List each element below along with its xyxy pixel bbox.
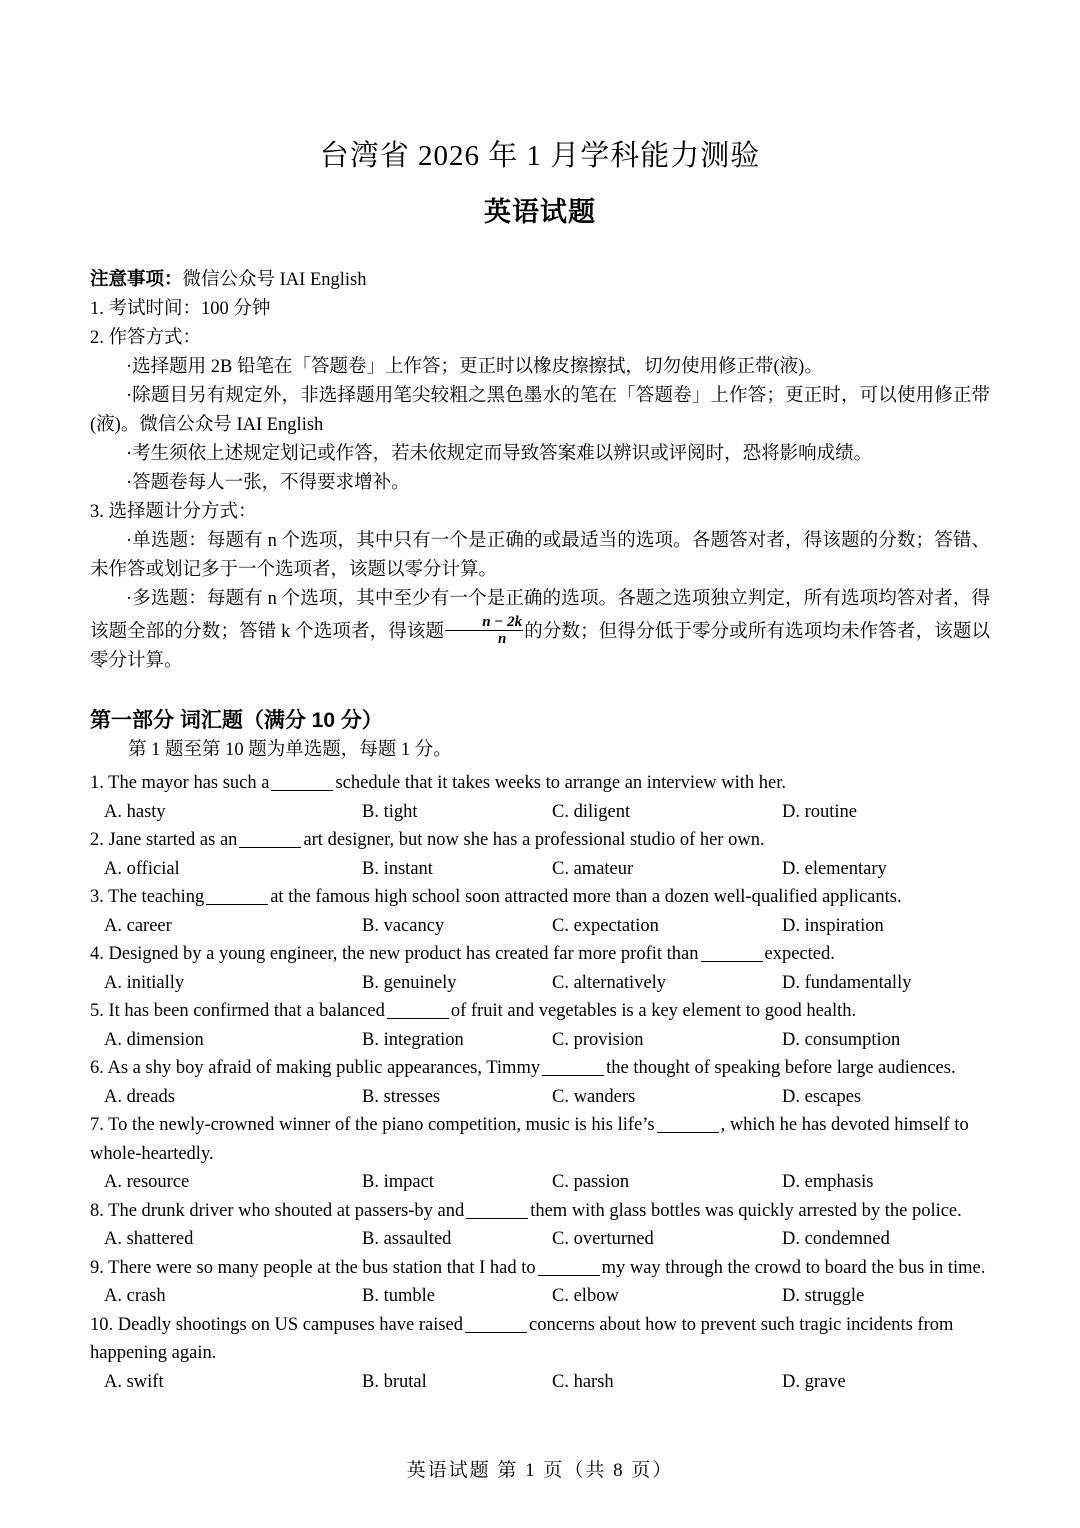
option-b[interactable]: B. brutal (362, 1371, 427, 1392)
option-c[interactable]: C. passion (552, 1172, 630, 1193)
question-stem (90, 1111, 990, 1168)
question-stem (90, 826, 990, 855)
question-list (90, 769, 990, 1396)
question-options (90, 1225, 990, 1254)
question-options (90, 798, 990, 827)
stem-text-before: 3. The teaching (90, 887, 205, 908)
question-item (90, 997, 990, 1054)
option-d[interactable]: D. grave (782, 1371, 846, 1392)
option-d[interactable]: D. emphasis (782, 1172, 874, 1193)
option-d[interactable]: D. consumption (782, 1029, 901, 1050)
stem-text-after: my way through the crowd to board the bus in time. (601, 1257, 986, 1278)
instruction-bullet-4: ·答题卷每人一张，不得要求增补。 (126, 473, 410, 493)
option-a[interactable]: A. hasty (104, 801, 166, 822)
question-stem (90, 1311, 990, 1368)
instruction-bullet-6-text-after: 的分数；但得分低于零分或所有选项均未作答者，该题以零分计算。 (90, 621, 990, 672)
question-item (90, 769, 990, 826)
instruction-bullet-3: ·考生须依上述规定划记或作答，若未依规定而导致答案难以辨识或评阅时，恐将影响成绩。 (126, 444, 873, 464)
option-a[interactable]: A. initially (104, 972, 185, 993)
instruction-bullet-2: ·除题目另有规定外，非选择题用笔尖较粗之黑色墨水的笔在「答题卷」上作答；更正时，可以使用修正带(液)。微信公众号 IAI English (90, 386, 990, 435)
answer-blank[interactable] (701, 961, 763, 962)
option-a[interactable]: A. resource (104, 1172, 190, 1193)
question-options (90, 1368, 990, 1397)
fraction-denominator: n (497, 631, 507, 648)
stem-text-after: concerns about how to prevent such tragic incidents from happening again. (90, 1314, 954, 1364)
exam-instructions (90, 266, 990, 676)
instructions-heading-bold: 注意事项： (90, 270, 183, 290)
question-item (90, 1111, 990, 1197)
question-stem (90, 1197, 990, 1226)
stem-text-before: 5. It has been confirmed that a balanced (90, 1001, 385, 1022)
question-item (90, 1311, 990, 1397)
instruction-item-3: 3. 选择题计分方式： (90, 502, 257, 522)
question-options (90, 969, 990, 998)
answer-blank[interactable] (239, 847, 301, 848)
option-c[interactable]: C. harsh (552, 1371, 614, 1392)
option-b[interactable]: B. vacancy (362, 915, 445, 936)
option-a[interactable]: A. crash (104, 1286, 166, 1307)
option-a[interactable]: A. official (104, 858, 180, 879)
option-b[interactable]: B. genuinely (362, 972, 457, 993)
stem-text-before: 7. To the newly-crowned winner of the piano competition, music is his life’s (90, 1115, 655, 1136)
question-stem (90, 997, 990, 1026)
option-b[interactable]: B. tight (362, 801, 418, 822)
question-stem (90, 1254, 990, 1283)
question-item (90, 826, 990, 883)
instruction-bullet-1: ·选择题用 2B 铅笔在「答题卷」上作答；更正时以橡皮擦擦拭，切勿使用修正带(液)。 (126, 357, 823, 377)
option-c[interactable]: C. expectation (552, 915, 659, 936)
option-b[interactable]: B. impact (362, 1172, 434, 1193)
answer-blank[interactable] (465, 1332, 527, 1333)
instruction-bullet-6 (90, 585, 990, 676)
option-a[interactable]: A. dimension (104, 1029, 204, 1050)
stem-text-after: of fruit and vegetables is a key element to good health. (450, 1001, 857, 1022)
instructions-heading-plain: 微信公众号 IAI English (182, 270, 367, 290)
question-options (90, 1083, 990, 1112)
instruction-item-2: 2. 作答方式： (90, 328, 202, 348)
answer-blank[interactable] (657, 1132, 719, 1133)
answer-blank[interactable] (271, 790, 333, 791)
option-d[interactable]: D. inspiration (782, 915, 884, 936)
option-c[interactable]: C. amateur (552, 858, 634, 879)
question-stem (90, 769, 990, 798)
option-c[interactable]: C. diligent (552, 801, 631, 822)
question-item (90, 1254, 990, 1311)
option-b[interactable]: B. stresses (362, 1086, 441, 1107)
option-c[interactable]: C. elbow (552, 1286, 619, 1307)
answer-blank[interactable] (206, 904, 268, 905)
question-item (90, 1197, 990, 1254)
answer-blank[interactable] (387, 1018, 449, 1019)
page-subtitle: 英语试题 (484, 197, 596, 228)
stem-text-before: 9. There were so many people at the bus station that I had to (90, 1257, 536, 1278)
question-options (90, 1168, 990, 1197)
option-b[interactable]: B. assaulted (362, 1229, 452, 1250)
option-a[interactable]: A. career (104, 915, 172, 936)
question-options (90, 1282, 990, 1311)
option-a[interactable]: A. shattered (104, 1229, 194, 1250)
instructions-heading (90, 266, 990, 295)
part-one-title: 第一部分 词汇题（满分 10 分） (90, 709, 383, 733)
stem-text-before: 10. Deadly shootings on US campuses have raised (90, 1314, 464, 1335)
instruction-bullet-6-text-before: ·多选题：每题有 n 个选项，其中至少有一个是正确的选项。各题之选项独立判定，所有选项均答对者，得该题全部的分数；答错 k 个选项者，得该题 (90, 589, 990, 642)
option-d[interactable]: D. elementary (782, 858, 887, 879)
instruction-bullet-5: ·单选题：每题有 n 个选项，其中只有一个是正确的或最适当的选项。各题答对者，得该题的分数；答错、未作答或划记多于一个选项者，该题以零分计算。 (90, 531, 990, 580)
stem-text-before: 1. The mayor has such a (90, 773, 270, 794)
instruction-item-1: 1. 考试时间：100 分钟 (90, 299, 271, 319)
question-item (90, 940, 990, 997)
option-b[interactable]: B. integration (362, 1029, 464, 1050)
question-options (90, 912, 990, 941)
question-item (90, 1054, 990, 1111)
answer-blank[interactable] (538, 1275, 600, 1276)
question-options (90, 855, 990, 884)
stem-text-before: 2. Jane started as an (90, 830, 238, 851)
option-c[interactable]: C. wanders (552, 1086, 636, 1107)
option-c[interactable]: C. alternatively (552, 972, 667, 993)
option-b[interactable]: B. instant (362, 858, 433, 879)
question-stem (90, 883, 990, 912)
option-d[interactable]: D. condemned (782, 1229, 890, 1250)
stem-text-after: at the famous high school soon attracted more than a dozen well-qualified applicants. (270, 887, 902, 908)
option-d[interactable]: D. fundamentally (782, 972, 912, 993)
question-item (90, 883, 990, 940)
answer-blank[interactable] (466, 1218, 528, 1219)
stem-text-after: , which he has devoted himself to whole-heartedly. (90, 1115, 969, 1164)
answer-blank[interactable] (542, 1075, 604, 1076)
option-c[interactable]: C. provision (552, 1029, 644, 1050)
scoring-fraction (445, 614, 523, 647)
question-stem (90, 1054, 990, 1083)
stem-text-before: 4. Designed by a young engineer, the new product has created far more profit than (90, 944, 699, 965)
option-c[interactable]: C. overturned (552, 1229, 654, 1250)
option-a[interactable]: A. dreads (104, 1086, 175, 1107)
option-d[interactable]: D. routine (782, 801, 858, 822)
stem-text-before: 6. As a shy boy afraid of making public appearances, Timmy (90, 1058, 541, 1079)
stem-text-after: the thought of speaking before large audiences. (606, 1058, 956, 1079)
fraction-numerator: n − 2k (445, 614, 523, 631)
stem-text-after: expected. (764, 944, 835, 965)
stem-text-after: schedule that it takes weeks to arrange an interview with her. (335, 773, 787, 794)
stem-text-after: art designer, but now she has a professional studio of her own. (303, 830, 765, 851)
option-b[interactable]: B. tumble (362, 1286, 435, 1307)
question-options (90, 1026, 990, 1055)
option-d[interactable]: D. escapes (782, 1086, 862, 1107)
option-a[interactable]: A. swift (104, 1371, 164, 1392)
stem-text-before: 8. The drunk driver who shouted at passers-by and (90, 1200, 465, 1221)
part-one-instruction: 第 1 题至第 10 题为单选题，每题 1 分。 (128, 740, 452, 761)
page-footer: 英语试题 第 1 页（共 8 页） (406, 1460, 674, 1481)
question-stem (90, 940, 990, 969)
stem-text-after: them with glass bottles was quickly arrested by the police. (530, 1200, 962, 1221)
page-title: 台湾省 2026 年 1 月学科能力测验 (319, 140, 761, 172)
option-d[interactable]: D. struggle (782, 1286, 865, 1307)
